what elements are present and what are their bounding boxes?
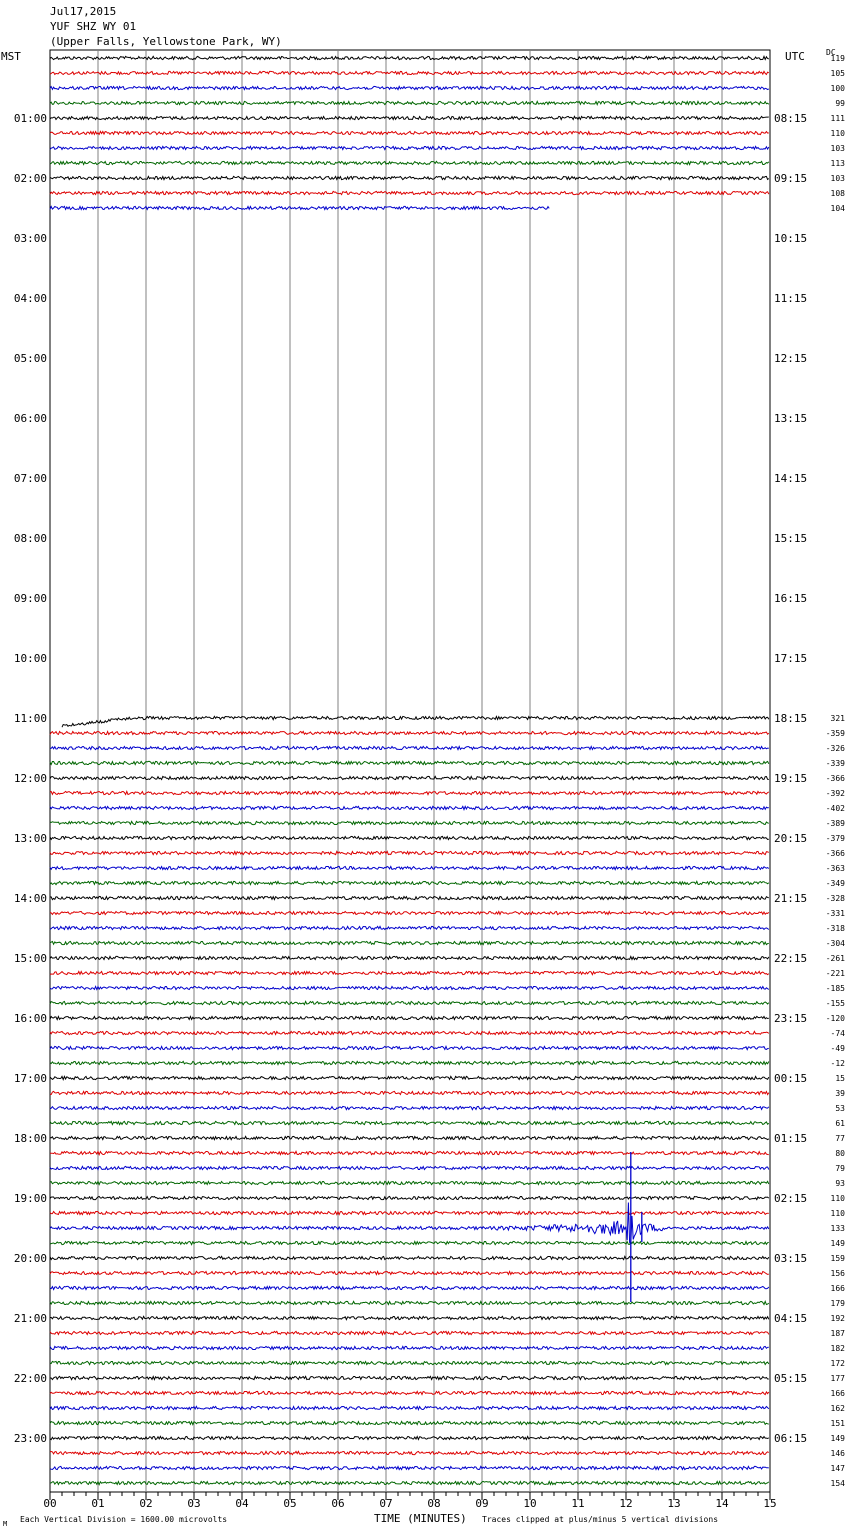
right-hour-label: 11:15 [774,292,808,305]
dc-offset-value: -261 [825,954,845,963]
seismic-trace [50,1181,769,1184]
left-hour-label: 12:00 [13,772,47,785]
right-hour-label: 13:15 [774,412,808,425]
seismic-trace [50,1331,769,1334]
dc-offset-value: 103 [830,174,845,183]
seismic-trace [50,176,769,179]
seismic-trace [50,191,769,194]
seismic-trace [50,1136,769,1139]
seismic-trace [50,956,769,959]
chart-date: Jul17,2015 [50,5,117,18]
seismic-trace [50,836,769,839]
seismic-trace [50,1421,769,1424]
right-hour-label: 14:15 [774,472,808,485]
seismic-trace [50,761,769,764]
dc-offset-value: -328 [825,894,845,903]
dc-offset-value: 77 [835,1134,845,1143]
left-timezone-label: MST [1,50,21,63]
seismic-trace [50,806,769,809]
seismic-trace [50,1406,769,1409]
right-hour-label: 12:15 [774,352,808,365]
x-tick-label: 00 [43,1497,57,1510]
dc-offset-value: -74 [830,1029,845,1038]
seismic-trace [50,911,769,914]
seismic-trace [50,851,769,854]
seismic-trace [50,146,769,149]
seismic-trace [50,1241,769,1244]
seismic-trace [50,71,769,74]
seismic-trace [62,716,769,727]
seismic-trace [50,1203,769,1244]
seismic-trace [50,101,769,104]
seismic-trace [50,1211,769,1214]
seismic-trace [50,1076,769,1079]
seismic-trace [50,731,769,734]
dc-offset-value: 99 [835,99,845,108]
seismic-trace [50,1256,769,1259]
seismic-trace [50,1376,769,1379]
dc-offset-value: -359 [825,729,845,738]
right-hour-label: 06:15 [774,1432,808,1445]
x-tick-label: 11 [571,1497,585,1510]
seismic-trace [50,1046,769,1049]
right-hour-label: 03:15 [774,1252,808,1265]
seismic-trace [50,1121,769,1124]
dc-offset-value: 108 [830,189,845,198]
seismic-trace [50,791,769,794]
right-hour-label: 15:15 [774,532,808,545]
left-hour-label: 22:00 [13,1372,47,1385]
dc-offset-value: 151 [830,1419,845,1428]
seismic-trace [50,971,769,974]
right-hour-label: 20:15 [774,832,808,845]
seismic-trace [50,1391,769,1394]
dc-offset-value: 177 [830,1374,845,1383]
dc-offset-value: -402 [825,804,845,813]
x-tick-label: 02 [139,1497,153,1510]
right-hour-label: 08:15 [774,112,808,125]
dc-offset-value: -339 [825,759,845,768]
seismic-trace [50,941,769,944]
dc-offset-value: 100 [830,84,845,93]
seismic-trace [50,1001,769,1004]
x-tick-label: 14 [715,1497,729,1510]
x-tick-label: 09 [475,1497,489,1510]
left-hour-label: 06:00 [13,412,47,425]
dc-offset-value: 166 [830,1389,845,1398]
seismic-trace [50,1451,769,1454]
right-hour-label: 09:15 [774,172,808,185]
station-location: (Upper Falls, Yellowstone Park, WY) [50,35,282,48]
seismic-trace [50,926,769,929]
x-tick-label: 15 [763,1497,777,1510]
left-hour-label: 23:00 [13,1432,47,1445]
seismic-trace [50,86,769,89]
dc-offset-value: 15 [835,1074,845,1083]
left-hour-label: 10:00 [13,652,47,665]
dc-offset-value: 149 [830,1434,845,1443]
seismic-trace [50,206,549,209]
seismic-trace [50,1196,769,1199]
dc-offset-value: -185 [825,984,845,993]
dc-offset-value: 80 [835,1149,845,1158]
corner-mark: M [3,1520,8,1528]
seismic-trace [50,1286,769,1289]
dc-offset-value: -155 [825,999,845,1008]
seismic-trace [50,821,769,824]
right-hour-label: 22:15 [774,952,808,965]
right-hour-label: 18:15 [774,712,808,725]
seismic-trace [50,1166,769,1169]
seismic-trace [50,881,769,884]
dc-offset-value: 110 [830,1209,845,1218]
dc-offset-value: 113 [830,159,845,168]
seismic-trace [50,116,769,119]
right-hour-label: 23:15 [774,1012,808,1025]
dc-offset-value: -363 [825,864,845,873]
seismic-trace [50,1301,769,1304]
x-tick-label: 05 [283,1497,297,1510]
left-hour-label: 07:00 [13,472,47,485]
dc-offset-value: 192 [830,1314,845,1323]
left-hour-label: 13:00 [13,832,47,845]
seismic-trace [50,1346,769,1349]
dc-offset-value: -12 [830,1059,845,1068]
dc-offset-value: 149 [830,1239,845,1248]
dc-offset-value: 105 [830,69,845,78]
dc-offset-value: 162 [830,1404,845,1413]
x-tick-label: 04 [235,1497,249,1510]
dc-offset-value: 159 [830,1254,845,1263]
x-tick-label: 01 [91,1497,105,1510]
dc-offset-value: 93 [835,1179,845,1188]
seismic-trace [50,1436,769,1439]
dc-offset-value: 147 [830,1464,845,1473]
seismic-trace [50,131,769,134]
left-hour-label: 11:00 [13,712,47,725]
dc-offset-value: 133 [830,1224,845,1233]
dc-offset-value: 110 [830,1194,845,1203]
dc-offset-value: -379 [825,834,845,843]
dc-offset-value: 187 [830,1329,845,1338]
dc-offset-value: 321 [830,714,845,723]
dc-offset-value: 166 [830,1284,845,1293]
dc-offset-value: -318 [825,924,845,933]
x-tick-label: 10 [523,1497,537,1510]
seismic-trace [50,1361,769,1364]
scale-note: Each Vertical Division = 1600.00 microvolts [20,1515,228,1524]
x-tick-label: 07 [379,1497,393,1510]
seismic-trace [50,1151,769,1154]
left-hour-label: 05:00 [13,352,47,365]
seismic-trace [50,1106,769,1109]
right-timezone-label: UTC [785,50,805,63]
left-hour-label: 16:00 [13,1012,47,1025]
dc-offset-value: 154 [830,1479,845,1488]
seismic-trace [50,776,769,779]
left-hour-label: 02:00 [13,172,47,185]
left-hour-label: 03:00 [13,232,47,245]
dc-offset-value: 172 [830,1359,845,1368]
seismic-trace [50,1061,769,1064]
dc-offset-value: 39 [835,1089,845,1098]
right-hour-label: 16:15 [774,592,808,605]
dc-offset-value: 119 [830,54,845,63]
right-hour-label: 19:15 [774,772,808,785]
dc-offset-value: -221 [825,969,845,978]
dc-offset-value: 79 [835,1164,845,1173]
seismic-trace [50,161,769,164]
dc-offset-value: 104 [830,204,845,213]
dc-offset-value: -326 [825,744,845,753]
left-hour-label: 14:00 [13,892,47,905]
left-hour-label: 20:00 [13,1252,47,1265]
left-hour-label: 21:00 [13,1312,47,1325]
dc-offset-value: 103 [830,144,845,153]
seismic-trace [50,56,769,59]
seismic-trace [50,746,769,749]
left-hour-label: 18:00 [13,1132,47,1145]
dc-offset-value: 146 [830,1449,845,1458]
right-hour-label: 04:15 [774,1312,808,1325]
dc-offset-value: 53 [835,1104,845,1113]
seismic-trace [50,866,769,869]
x-tick-label: 06 [331,1497,345,1510]
left-hour-label: 04:00 [13,292,47,305]
left-hour-label: 15:00 [13,952,47,965]
seismic-trace [50,986,769,989]
x-tick-label: 08 [427,1497,441,1510]
left-hour-label: 19:00 [13,1192,47,1205]
right-hour-label: 02:15 [774,1192,808,1205]
seismic-trace [50,1271,769,1274]
right-hour-label: 10:15 [774,232,808,245]
dc-offset-header: DC [826,48,836,57]
dc-offset-value: -366 [825,849,845,858]
seismic-trace [50,896,769,899]
dc-offset-value: 156 [830,1269,845,1278]
right-hour-label: 05:15 [774,1372,808,1385]
dc-offset-value: -349 [825,879,845,888]
seismic-trace [50,1091,769,1094]
right-hour-label: 21:15 [774,892,808,905]
left-hour-label: 09:00 [13,592,47,605]
seismic-trace [50,1016,769,1019]
dc-offset-value: -304 [825,939,845,948]
dc-offset-value: 111 [830,114,845,123]
right-hour-label: 17:15 [774,652,808,665]
x-axis-label: TIME (MINUTES) [374,1512,467,1525]
dc-offset-value: 179 [830,1299,845,1308]
dc-offset-value: -366 [825,774,845,783]
x-tick-label: 03 [187,1497,201,1510]
clip-note: Traces clipped at plus/minus 5 vertical divisions [482,1515,719,1524]
dc-offset-value: 182 [830,1344,845,1353]
seismic-trace [50,1316,769,1319]
dc-offset-value: -49 [830,1044,845,1053]
dc-offset-value: -392 [825,789,845,798]
seismic-trace [50,1031,769,1034]
right-hour-label: 00:15 [774,1072,808,1085]
seismic-trace [50,1466,769,1469]
dc-offset-value: 110 [830,129,845,138]
x-tick-label: 12 [619,1497,633,1510]
left-hour-label: 01:00 [13,112,47,125]
right-hour-label: 01:15 [774,1132,808,1145]
dc-offset-value: 61 [835,1119,845,1128]
left-hour-label: 17:00 [13,1072,47,1085]
dc-offset-value: -120 [825,1014,845,1023]
plot-frame [50,50,770,1492]
left-hour-label: 08:00 [13,532,47,545]
x-tick-label: 13 [667,1497,681,1510]
station-code: YUF SHZ WY 01 [50,20,137,33]
dc-offset-value: -331 [825,909,845,918]
seismic-trace [50,1481,769,1484]
dc-offset-value: -389 [825,819,845,828]
